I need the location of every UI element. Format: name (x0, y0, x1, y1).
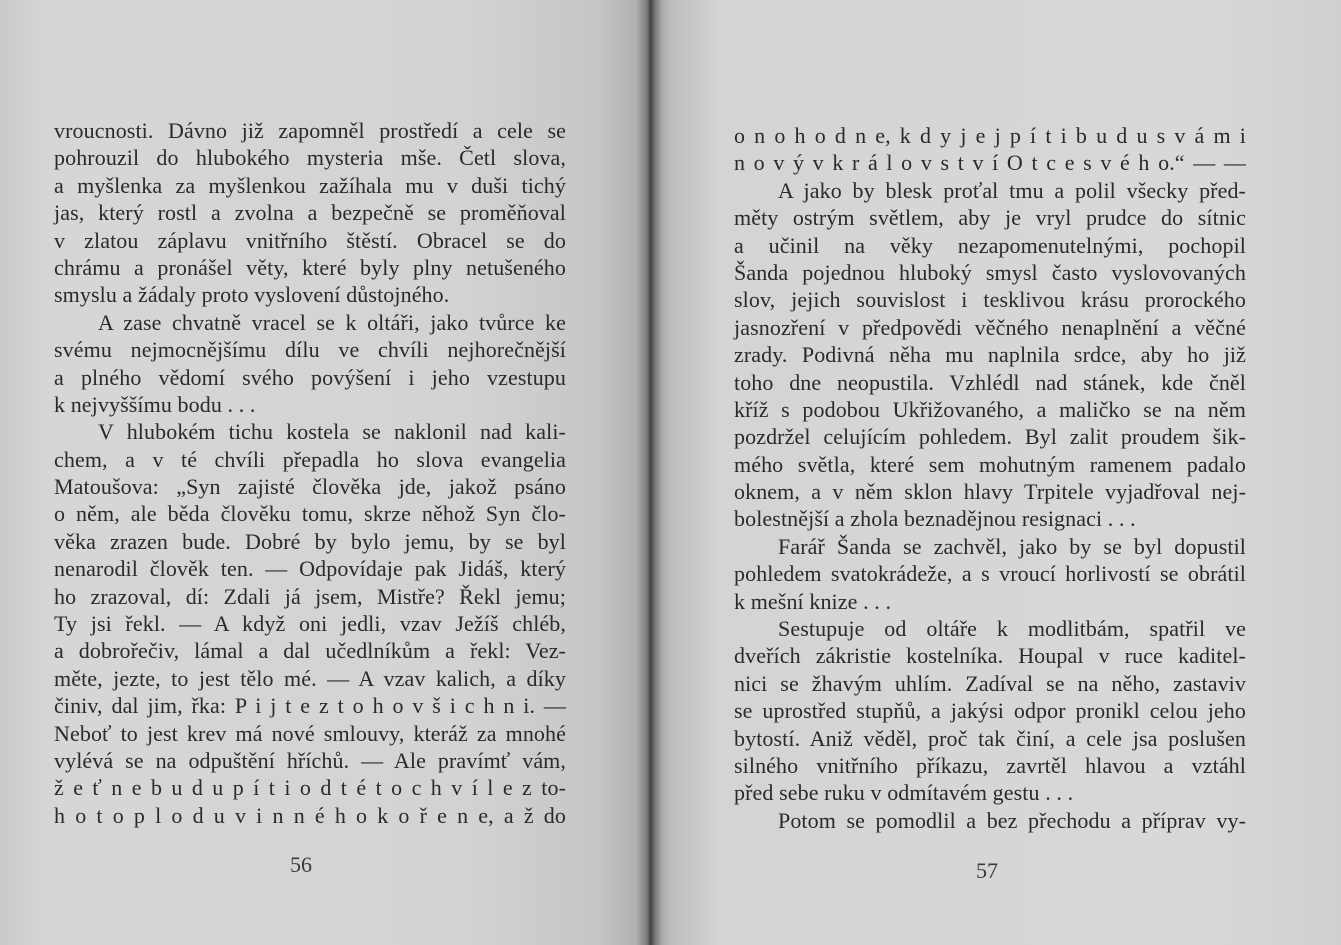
text-line: smyslu a žádaly proto vyslovení důstojného. (54, 282, 450, 308)
text-line: a plného vědomí svého povýšení i jeho vzestupu (54, 364, 566, 390)
text-line: nici se žhavým uhlím. Zadíval se na něho, zastaviv (734, 670, 1246, 696)
text-line: a učinil na věky nezapomenutelnými, pochopil (734, 232, 1246, 258)
text-line: dveřích zákristie kostelníka. Houpal v ruce kaditel- (734, 643, 1246, 669)
text-line: jasnozření v předpovědi věčného nenaplnění a věčné (734, 314, 1246, 340)
book-gutter-shadow (636, 0, 662, 945)
text-line: chem, a v té chvíli přepadla ho slova evangelia (54, 446, 566, 472)
text-line: o něm, ale běda člověku tomu, skrze něhož Syn člo- (54, 501, 566, 527)
text-line: slov, jejich souvislost i tesklivou krásu prorockého (734, 287, 1246, 313)
text-line: bytostí. Aniž věděl, proč tak činí, a cele jsa poslušen (734, 725, 1246, 751)
text-line: ho zrazoval, dí: Zdali já jsem, Mistře? Řekl jemu; (54, 583, 566, 609)
text-line: silného vnitřního příkazu, zavrtěl hlavou a vztáhl (734, 752, 1246, 778)
text-line: Neboť to jest krev má nové smlouvy, kteráž za mnohé (54, 720, 566, 746)
text-line: Farář Šanda se zachvěl, jako by se byl dopustil (778, 533, 1246, 559)
page-number-left: 56 (290, 852, 312, 877)
text-line: n o v ý v k r á l o v s t v í O t c e s v é h o.“ — — (734, 150, 1246, 176)
left-page-text (54, 117, 566, 829)
text-line: bolestnější a zhola beznadějnou resignaci . . . (734, 506, 1136, 532)
text-line: a dobrořečiv, lámal a dal učedlníkům a řekl: Vez- (54, 638, 566, 664)
text-line: činiv, dal jim, řka: P i j t e z t o h o v š i c h n i. — (54, 693, 566, 719)
text-line: zrady. Podivná něha mu naplnila srdce, aby ho již (734, 342, 1246, 368)
text-line: nenarodil člověk ten. — Odpovídaje pak Jidáš, který (54, 556, 566, 582)
text-line: měte, jezte, to jest tělo mé. — A vzav kalich, a díky (54, 665, 566, 691)
left-page (0, 0, 650, 945)
text-line: chrámu a pronášel věty, které byly plny netušeného (54, 254, 566, 280)
right-page (650, 0, 1341, 945)
text-line: věka zrazen bude. Dobré by bylo jemu, by se byl (54, 528, 566, 554)
text-line: V hlubokém tichu kostela se naklonil nad kali- (98, 419, 566, 445)
text-line: se uprostřed stupňů, a jakýsi odpor pronikl celou jeho (734, 698, 1246, 724)
text-line: A zase chvatně vracel se k oltáři, jako tvůrce ke (98, 309, 566, 335)
text-line: měty ostrým světlem, aby je vryl prudce do sítnic (734, 205, 1246, 231)
text-line: Matoušova: „Syn zajisté člověka jde, jakož psáno (54, 474, 566, 500)
text-line: vroucnosti. Dávno již zapomněl prostředí a cele se (54, 118, 566, 143)
text-line: vylévá se na odpuštění hříchů. — Ale pravímť vám, (54, 747, 566, 773)
text-line: ž e ť n e b u d u p í t i o d t é t o c h v í l e z to- (54, 775, 566, 801)
text-line: svému nejmocnějšímu dílu ve chvíli nejhorečnější (54, 337, 566, 363)
text-line: oknem, a v něm sklon hlavy Trpitele vyjadřoval nej- (734, 479, 1246, 505)
text-line: pohledem svatokrádeže, a s vroucí horlivostí se obrátil (734, 561, 1246, 587)
text-line: Sestupuje od oltáře k modlitbám, spatřil ve (778, 616, 1246, 642)
text-line: k mešní knize . . . (734, 588, 892, 614)
text-line: pohrouzil do hlubokého mysteria mše. Četl slova, (54, 145, 566, 171)
text-line: h o t o p l o d u v i n n é h o k o ř e n e, a ž do (54, 802, 566, 828)
page-number-right: 57 (976, 858, 998, 883)
text-line: Ty jsi řekl. — A když oni jedli, vzav Ježíš chléb, (54, 611, 566, 637)
text-line: před sebe ruku v odmítavém gestu . . . (734, 780, 1074, 806)
text-line: jas, který rostl a zvolna a bezpečně se proměňoval (54, 200, 566, 226)
text-line: Šanda pojednou hluboký smysl často vyslovovaných (734, 259, 1246, 285)
text-line: pozdržel celujícím pohledem. Byl zalit proudem šik- (734, 424, 1246, 450)
text-line: a myšlenka za myšlenkou zažíhala mu v duši tichý (54, 172, 566, 198)
text-line: Potom se pomodlil a bez přechodu a příprav vy- (778, 807, 1246, 833)
text-line: k nejvyššímu bodu . . . (54, 391, 256, 417)
text-line: toho dne neopustila. Vzhlédl nad stánek, kde čněl (734, 369, 1246, 395)
text-line: mého světla, které sem mohutným ramenem padalo (734, 451, 1246, 477)
text-line: A jako by blesk proťal tmu a polil všecky před- (778, 177, 1246, 203)
text-line: o n o h o d n e, k d y j e j p í t i b u d u s v á m i (734, 123, 1246, 148)
text-line: v zlatou záplavu vnitřního štěstí. Obracel se do (54, 227, 566, 253)
right-page-text (734, 122, 1246, 834)
text-line: kříž s podobou Ukřižovaného, a maličko se na něm (734, 396, 1246, 422)
